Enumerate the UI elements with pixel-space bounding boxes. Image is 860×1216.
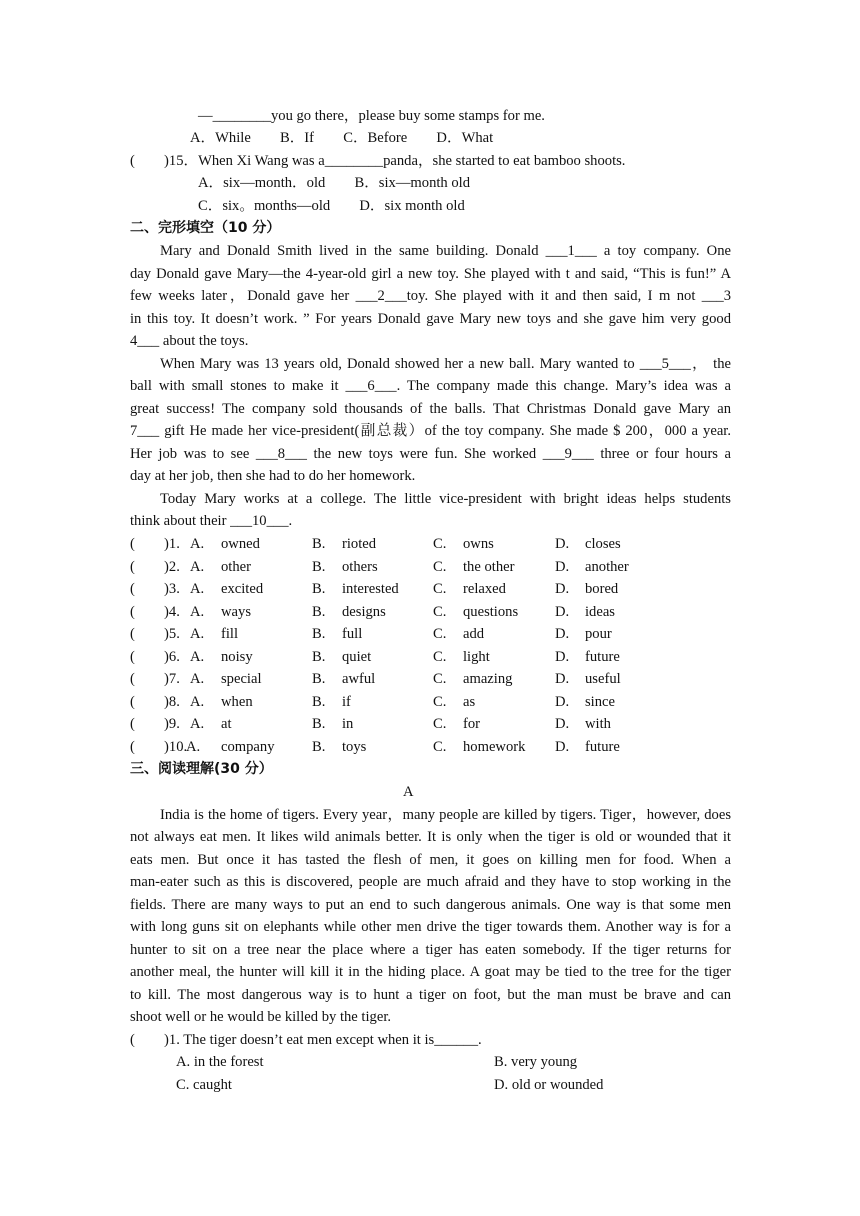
option-letter-a: A. (190, 649, 205, 665)
question-number: ( )3. (130, 581, 180, 597)
reading-q1-stem: ( )1. The tiger doesn’t eat men except when it is______. (130, 1032, 482, 1048)
option-letter-a: A. (190, 716, 205, 732)
option-letter-a: A. (190, 694, 205, 710)
option-text-c: add (463, 626, 485, 642)
option-text-c: relaxed (463, 581, 506, 597)
passage-line-10: shoot well or he would be killed by the tiger. (130, 1009, 392, 1025)
question-number: ( )8. (130, 694, 180, 710)
option-letter-a: A. (190, 536, 205, 552)
q14-dash: — (198, 108, 213, 124)
option-letter-c: C. (433, 716, 447, 732)
cloze-line-8: great success! The company sold thousands of the balls. That Christmas Donald gave Mary an (130, 401, 731, 417)
question-number: ( )10. (130, 739, 188, 755)
option-text-a: owned (221, 536, 260, 552)
option-letter-d: D. (555, 739, 570, 755)
option-text-a: at (221, 716, 232, 732)
passage-line-2: not always eat men. It likes wild animals better. It is only when the tiger is old or wounded that it (130, 829, 731, 845)
option-letter-b: B. (312, 536, 326, 552)
option-text-d: future (585, 649, 620, 665)
option-letter-d: D. (555, 694, 570, 710)
question-number: ( )7. (130, 671, 180, 687)
cloze-line-13: think about their ___10___. (130, 513, 293, 529)
option-text-d: useful (585, 671, 621, 687)
option-text-d: another (585, 559, 629, 575)
option-letter-d: D. (555, 559, 570, 575)
option-text-c: amazing (463, 671, 513, 687)
q15-options-1: A．six—month．old B．six—month old (198, 175, 471, 191)
passage-line-3: eats men. But once it has tasted the flesh of men, it goes on killing men for food. When a (130, 852, 731, 868)
cloze-line-3: few weeks later，Donald gave her ___2___toy. She played with it and then said, I m not ___3 (130, 288, 731, 304)
q15-stem-text: panda，she started to eat bamboo shoots. (383, 153, 626, 169)
option-letter-c: C. (433, 739, 447, 755)
question-number: ( )2. (130, 559, 180, 575)
reading-q1-option-a: A. in the forest (176, 1054, 264, 1070)
q15-options-2: C．six。months—old D．six month old (198, 198, 465, 214)
option-text-a: other (221, 559, 251, 575)
option-text-d: with (585, 716, 611, 732)
option-letter-b: B. (312, 716, 326, 732)
option-letter-d: D. (555, 626, 570, 642)
passage-line-5: fields. There are many ways to put an end to such dangerous animals. One way is that some men (130, 897, 731, 913)
option-text-a: ways (221, 604, 251, 620)
option-letter-c: C. (433, 604, 447, 620)
option-text-c: light (463, 649, 490, 665)
option-letter-b: B. (312, 559, 326, 575)
option-text-c: questions (463, 604, 519, 620)
option-letter-c: C. (433, 626, 447, 642)
option-letter-a: A. (186, 739, 201, 755)
passage-label: A (403, 784, 414, 800)
passage-line-4: man-eater such as this is discovered, people are much afraid and they have to stop working in the (130, 874, 731, 890)
question-number: ( )9. (130, 716, 180, 732)
q14-options: A．While B．If C．Before D．What (190, 130, 494, 146)
option-text-b: designs (342, 604, 386, 620)
option-text-b: interested (342, 581, 399, 597)
option-text-a: when (221, 694, 253, 710)
option-text-b: in (342, 716, 354, 732)
section3-title: 三、阅读理解(30 分） (130, 761, 273, 777)
option-letter-a: A. (190, 671, 205, 687)
option-letter-c: C. (433, 671, 447, 687)
cloze-line-5: 4___ about the toys. (130, 333, 249, 349)
option-text-c: owns (463, 536, 494, 552)
option-letter-b: B. (312, 671, 326, 687)
option-text-a: special (221, 671, 262, 687)
option-text-d: pour (585, 626, 612, 642)
option-text-d: ideas (585, 604, 615, 620)
option-letter-d: D. (555, 671, 570, 687)
option-text-c: for (463, 716, 481, 732)
q14-stem (198, 106, 545, 126)
option-text-a: fill (221, 626, 239, 642)
option-text-d: future (585, 739, 620, 755)
cloze-line-6: When Mary was 13 years old, Donald showed her a new ball. Mary wanted to ___5___， the (160, 356, 731, 372)
option-letter-b: B. (312, 739, 326, 755)
option-letter-d: D. (555, 604, 570, 620)
option-text-d: bored (585, 581, 619, 597)
q15-stem (130, 151, 625, 171)
q14-stem-text: you go there，please buy some stamps for me. (270, 108, 545, 124)
option-letter-a: A. (190, 581, 205, 597)
question-number: ( )1. (130, 536, 180, 552)
passage-line-7: hunter to sit on a tree near the place where a tiger has eaten somebody. If the tiger returns for (130, 942, 731, 958)
option-letter-d: D. (555, 649, 570, 665)
q14-blank: ________ (212, 108, 271, 124)
cloze-line-10: Her job was to see ___8___ the new toys were fun. She worked ___9___ three or four hours a (130, 446, 731, 462)
q15-prefix: ( )15．When Xi Wang was a (130, 153, 325, 169)
passage-line-8: another meal, the hunter will kill it in the hiding place. A goat may be tied to the tree for the tiger (130, 964, 731, 980)
option-text-b: others (342, 559, 378, 575)
section2-title: 二、完形填空（10 分） (130, 220, 281, 236)
q15-blank: ________ (324, 153, 384, 169)
option-letter-c: C. (433, 694, 447, 710)
option-letter-b: B. (312, 604, 326, 620)
cloze-line-11: day at her job, then she had to do her homework. (130, 468, 416, 484)
option-text-c: homework (463, 739, 526, 755)
cloze-line-12: Today Mary works at a college. The little vice-president with bright ideas helps students (160, 491, 731, 507)
cloze-line-9: 7___ gift He made her vice-president(副总裁）of the toy company. She made $ 200，000 a year. (130, 423, 731, 439)
question-number: ( )6. (130, 649, 180, 665)
option-letter-d: D. (555, 581, 570, 597)
option-text-c: the other (463, 559, 515, 575)
option-text-b: full (342, 626, 363, 642)
cloze-line-1: Mary and Donald Smith lived in the same building. Donald ___1___ a toy company. One (160, 243, 731, 259)
option-letter-b: B. (312, 626, 326, 642)
cloze-line-2: day Donald gave Mary—the 4-year-old girl a new toy. She played with t and said, “This is fun!” A (130, 266, 731, 282)
passage-line-1: India is the home of tigers. Every year，many people are killed by tigers. Tiger，however, does (160, 807, 731, 823)
option-text-a: noisy (221, 649, 253, 665)
option-letter-c: C. (433, 536, 447, 552)
option-text-b: rioted (342, 536, 377, 552)
option-text-d: closes (585, 536, 621, 552)
option-text-a: company (221, 739, 275, 755)
question-number: ( )5. (130, 626, 180, 642)
cloze-line-7: ball with small stones to make it ___6___. The company made this change. Mary’s idea was a (130, 378, 731, 394)
option-letter-c: C. (433, 581, 447, 597)
option-text-d: since (585, 694, 615, 710)
passage-line-9: to kill. The most dangerous way is to hunt a tiger on foot, but the man must be brave and can (130, 987, 731, 1003)
cloze-line-4: in this toy. It doesn’t work. ” For years Donald gave Mary new toys and she gave him very good (130, 311, 731, 327)
option-text-b: toys (342, 739, 367, 755)
question-number: ( )4. (130, 604, 180, 620)
option-letter-a: A. (190, 604, 205, 620)
option-letter-a: A. (190, 559, 205, 575)
reading-q1-option-c: C. caught (176, 1077, 232, 1093)
option-text-c: as (463, 694, 476, 710)
option-letter-b: B. (312, 649, 326, 665)
option-text-a: excited (221, 581, 264, 597)
option-letter-a: A. (190, 626, 205, 642)
option-text-b: awful (342, 671, 376, 687)
option-letter-d: D. (555, 716, 570, 732)
passage-line-6: with long guns sit on elephants while other men drive the tiger towards them. Another way is for a (130, 919, 731, 935)
reading-q1-option-d: D. old or wounded (494, 1077, 604, 1093)
option-letter-d: D. (555, 536, 570, 552)
option-letter-c: C. (433, 649, 447, 665)
option-letter-b: B. (312, 581, 326, 597)
option-letter-c: C. (433, 559, 447, 575)
reading-q1-option-b: B. very young (494, 1054, 578, 1070)
option-text-b: if (342, 694, 351, 710)
option-letter-b: B. (312, 694, 326, 710)
option-text-b: quiet (342, 649, 372, 665)
